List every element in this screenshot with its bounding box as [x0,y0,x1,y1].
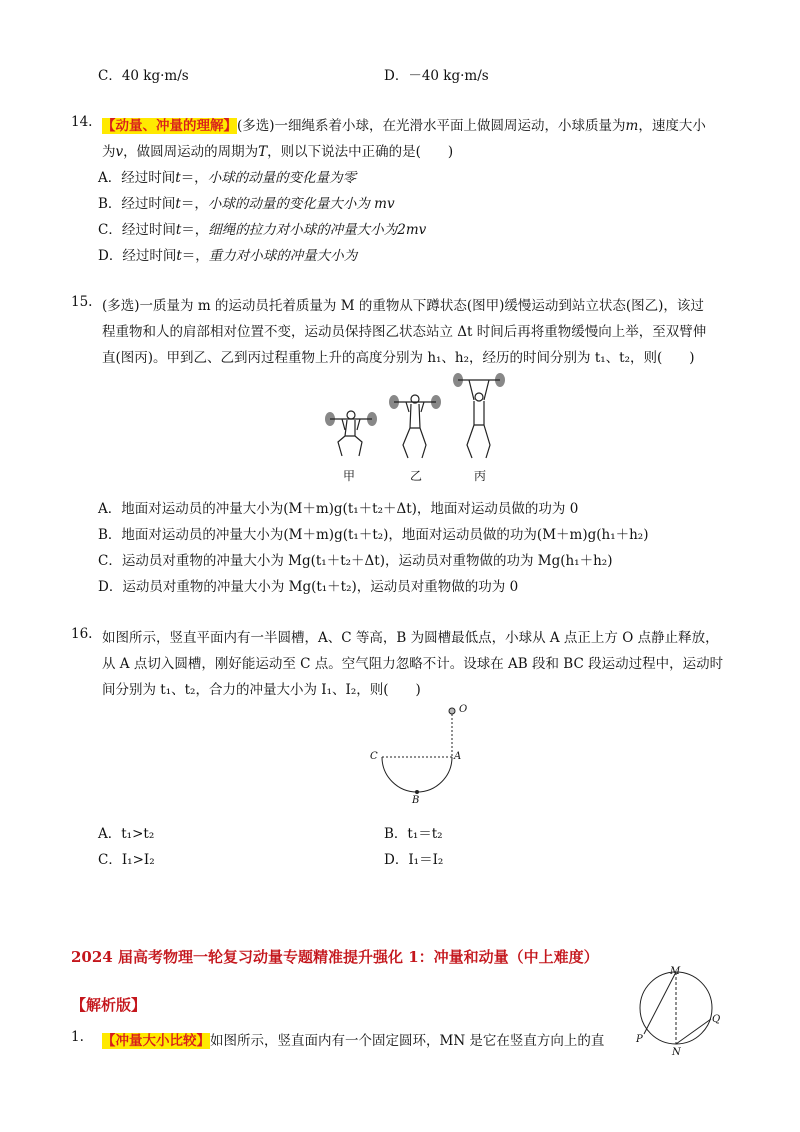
q15-stem-line2: 程重物和人的肩部相对位置不变，运动员保持图乙状态站立 Δt 时间后再将重物缓慢向上举，至双臂伸 [102,324,707,340]
q15-option-c: C．运动员对重物的冲量大小为 Mg(t₁＋t₂＋Δt)，运动员对重物做的功为 Mg(h₁＋h₂) [98,553,613,569]
q16-stem-line1: 如图所示，竖直平面内有一半圆槽，A、C 等高，B 为圆槽最低点，小球从 A 点正上方 O 点静止释放， [102,630,719,646]
q15-option-b: B．地面对运动员的冲量大小为(M＋m)g(t₁＋t₂)，地面对运动员做的功为(M＋m)g(h₁＋h₂) [98,527,649,543]
q1-topic-tag: 【冲量大小比较】 [102,1033,210,1049]
q16-fig-label-o: O [459,704,468,715]
q16-fig-label-b: B [412,795,420,806]
q1-fig-label-q: Q [712,1014,721,1025]
q15-option-d: D．运动员对重物的冲量大小为 Mg(t₁＋t₂)，运动员对重物做的功为 0 [98,579,519,595]
q1-fig-label-n: N [672,1047,681,1058]
q14-stem-line1: 【动量、冲量的理解】(多选)一细绳系着小球，在光滑水平面上做圆周运动，小球质量为m，速度大小 [102,118,706,134]
q14-option-d: D．经过时间t＝，重力对小球的冲量大小为 [98,248,358,264]
answer-version-heading: 【解析版】 [71,996,147,1014]
q15-stem-line3: 直(图丙)。甲到乙、乙到丙过程重物上升的高度分别为 h₁、h₂，经历的时间分别为 t₁、t₂，则( ) [102,350,695,366]
q15-fig-label-bing: 丙 [474,469,487,483]
q15-fig-label-yi: 乙 [410,469,423,483]
q13-option-d: D．－40 kg·m/s [384,68,489,84]
q16-option-a: A．t₁>t₂ [98,826,155,842]
q16-fig-label-a: A [454,751,462,762]
q15-fig-label-jia: 甲 [343,469,356,483]
q1-circle-figure [636,966,736,1066]
q16-stem-line2: 从 A 点切入圆槽，刚好能运动至 C 点。空气阻力忽略不计。设球在 AB 段和 BC 段运动过程中，运动时 [102,656,724,672]
section-title: 2024 届高考物理一轮复习动量专题精准提升强化 1：冲量和动量（中上难度） [71,948,599,966]
q1-stem-line1: 【冲量大小比较】如图所示，竖直面内有一个固定圆环，MN 是它在竖直方向上的直 [102,1033,605,1049]
q16-option-c: C．I₁>I₂ [98,852,155,868]
q16-semicircle-figure [360,700,500,810]
q14-option-a: A．经过时间t＝，小球的动量的变化量为零 [98,170,357,186]
q13-option-c: C．40 kg·m/s [98,68,189,84]
q14-topic-tag: 【动量、冲量的理解】 [102,118,237,134]
q15-number: 15. [71,294,93,310]
q14-option-c: C．经过时间t＝，细绳的拉力对小球的冲量大小为2mv [98,222,427,238]
q16-stem-line3: 间分别为 t₁、t₂，合力的冲量大小为 I₁、I₂，则( ) [102,682,421,698]
q1-fig-label-m: M [670,966,681,977]
q14-number: 14. [71,114,93,130]
q1-number: 1. [71,1029,84,1045]
q15-stem-line1: (多选)一质量为 m 的运动员托着质量为 M 的重物从下蹲状态(图甲)缓慢运动到站立状态(图乙)，该过 [102,298,704,314]
q16-option-b: B．t₁＝t₂ [384,826,443,842]
q14-option-b: B．经过时间t＝，小球的动量的变化量大小为 mv [98,196,395,212]
q1-fig-label-p: P [636,1034,643,1045]
q15-option-a: A．地面对运动员的冲量大小为(M＋m)g(t₁＋t₂＋Δt)，地面对运动员做的功为 0 [98,501,579,517]
q16-fig-label-c: C [370,751,378,762]
q16-number: 16. [71,626,93,642]
q14-stem-line2: 为v，做圆周运动的周期为T，则以下说法中正确的是( ) [102,144,454,160]
q16-option-d: D．I₁＝I₂ [384,852,444,868]
